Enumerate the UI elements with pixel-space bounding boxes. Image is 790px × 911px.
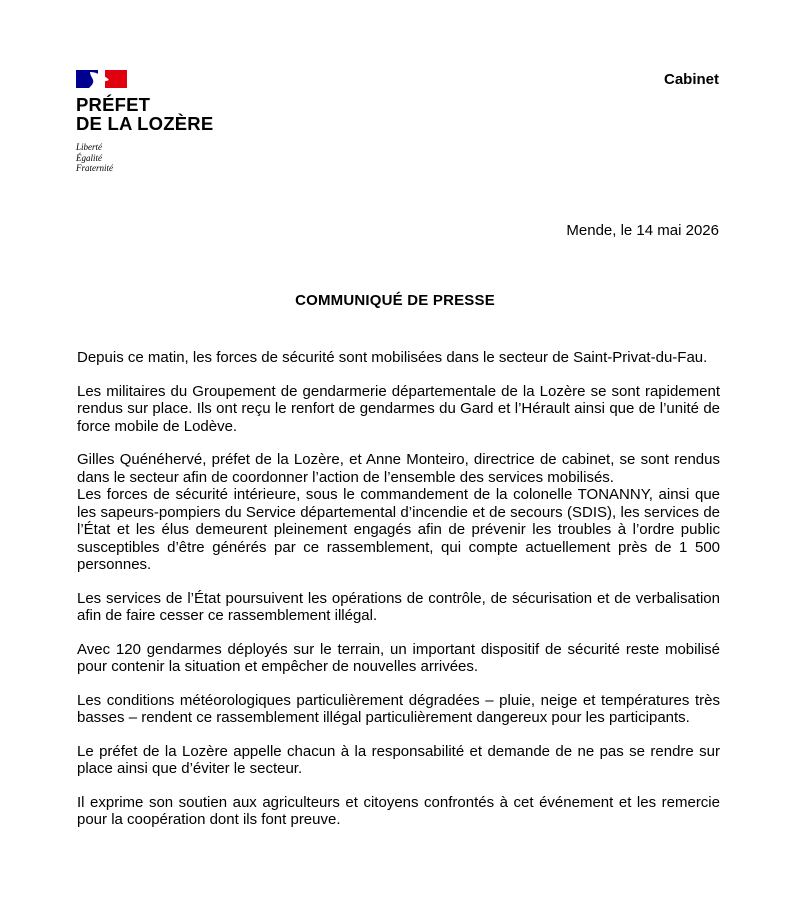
paragraph: Avec 120 gendarmes déployés sur le terrain, un important dispositif de sécurité reste mobilisé pour contenir la situation et empêcher de nouvelles arrivées. <box>77 640 720 675</box>
service-label: Cabinet <box>663 71 719 88</box>
paragraph: Il exprime son soutien aux agriculteurs et citoyens confrontés à cet événement et les remercie pour la coopération dont ils font preuve. <box>77 793 720 828</box>
prefecture-name <box>76 95 236 133</box>
marianne-flag-icon <box>76 70 127 88</box>
press-release-body <box>77 349 720 845</box>
paragraph: Depuis ce matin, les forces de sécurité sont mobilisées dans le secteur de Saint-Privat-du-Fau. <box>77 349 708 366</box>
republic-motto <box>76 142 236 174</box>
motto-fraternite: Fraternité <box>76 163 113 173</box>
paragraph: Gilles Quénéhervé, préfet de la Lozère, et Anne Monteiro, directrice de cabinet, se sont rendus dans le secteur afin de coordonner l’action de l’ensemble des services mobilisés. <box>77 451 720 486</box>
paragraph: Les conditions météorologiques particulièrement dégradées – pluie, neige et températures très basses – rendent ce rassemblement illégal particulièrement dangereux pour les participants. <box>77 691 720 726</box>
paragraph: Les services de l’État poursuivent les opérations de contrôle, de sécurisation et de verbalisation afin de faire cesser ce rassemblement illégal. <box>77 589 720 624</box>
paragraph: Les forces de sécurité intérieure, sous le commandement de la colonelle TONANNY, ainsi que les sapeurs-pompiers du Service départemental d’incendie et de secours (SDIS), les services de l’État et les élus demeurent pleinement engagés afin de prévenir les troubles à l’ordre public susceptibles d’être générés par ce rassemblement, qui compte actuellement près de 1 500 personnes. <box>77 486 720 573</box>
prefecture-logo-block <box>76 70 236 174</box>
document-title: COMMUNIQUÉ DE PRESSE <box>295 292 495 309</box>
motto-liberte: Liberté <box>76 142 102 152</box>
motto-egalite: Égalité <box>76 152 102 163</box>
paragraph: Les militaires du Groupement de gendarmerie départementale de la Lozère se sont rapidement rendus sur place. Ils ont reçu le renfort de gendarmes du Gard et l’Hérault ainsi que de l’unité de force mobile de Lodève. <box>77 382 720 435</box>
prefecture-name-line2: DE LA LOZÈRE <box>76 113 214 134</box>
prefecture-name-line1: PRÉFET <box>76 94 151 115</box>
paragraph: Le préfet de la Lozère appelle chacun à la responsabilité et demande de ne pas se rendre sur place ainsi que d’éviter le secteur. <box>77 742 720 777</box>
date-line: Mende, le 14 mai 2026 <box>566 222 719 239</box>
